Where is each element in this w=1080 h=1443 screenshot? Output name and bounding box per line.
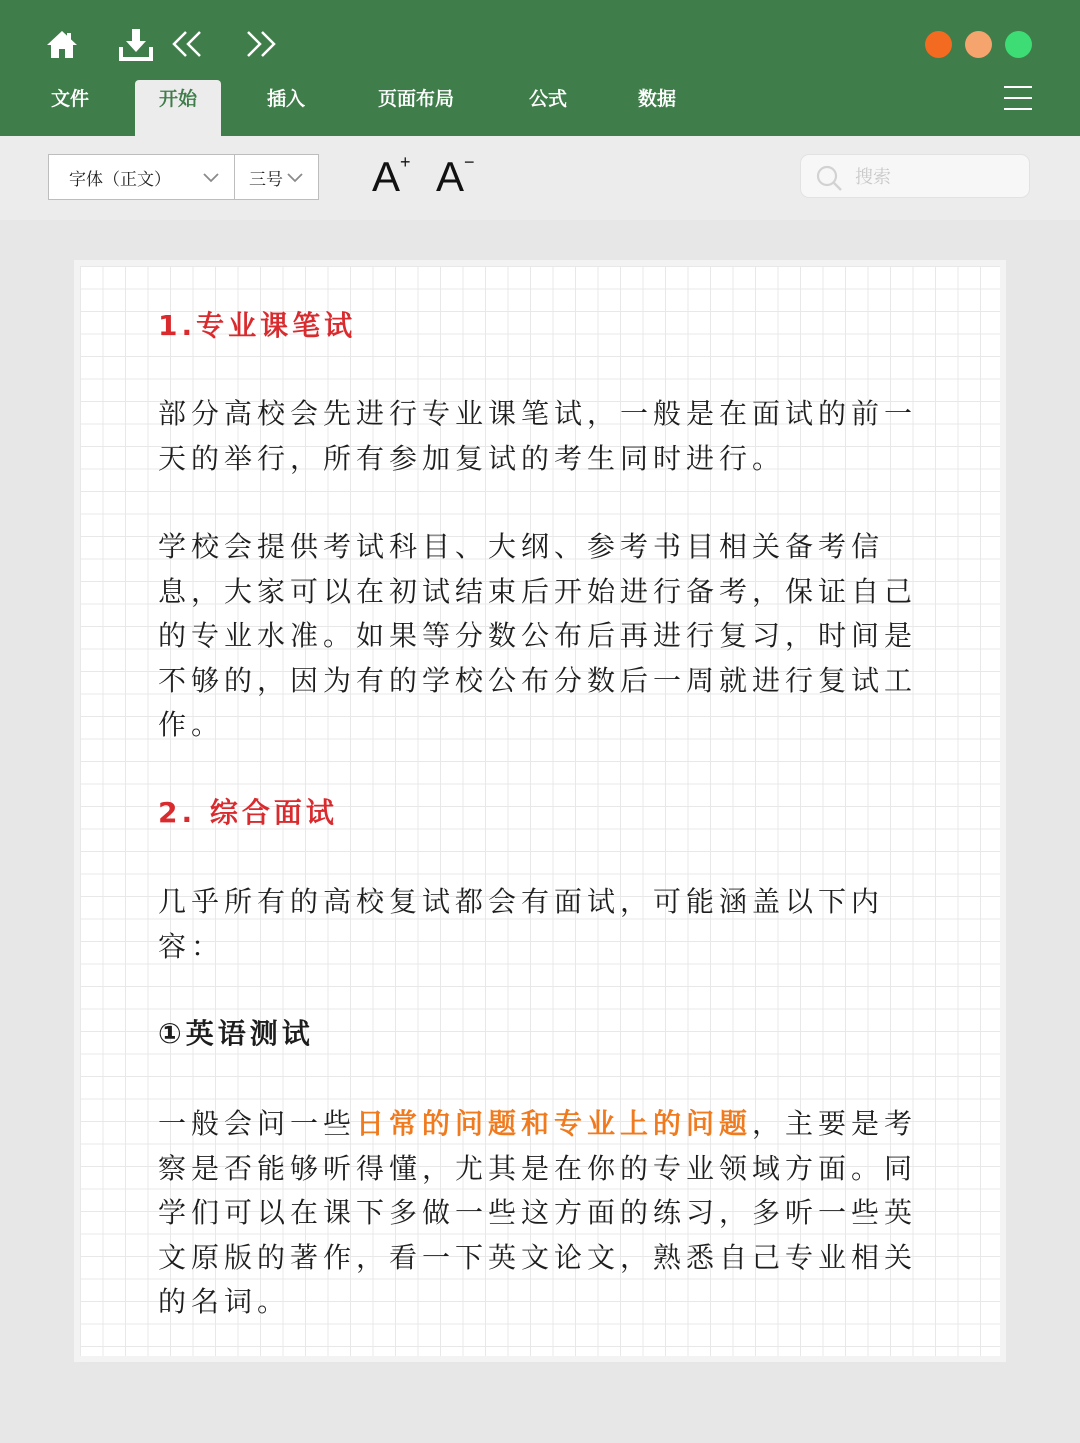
download-icon[interactable] bbox=[118, 26, 154, 62]
decrease-font-size-button[interactable] bbox=[436, 154, 475, 200]
increase-font-letter: A bbox=[372, 153, 401, 200]
increase-font-size-button[interactable] bbox=[372, 154, 411, 200]
search-icon bbox=[815, 164, 843, 192]
tab-data[interactable]: 数据 bbox=[637, 88, 676, 110]
home-icon[interactable] bbox=[44, 26, 80, 62]
heading-written-exam: 1.专业课笔试 bbox=[158, 309, 357, 342]
plus-mark: + bbox=[400, 152, 411, 172]
back-double-chevron-icon[interactable] bbox=[170, 26, 206, 62]
search-input[interactable] bbox=[853, 162, 1017, 192]
paragraph-2: 学校会提供考试科目、大纲、参考书目相关备考信息，大家可以在初试结束后开始进行备考，保证自己的专业水准。如果等分数公布后再进行复习，时间是不够的，因为有的学校公布分数后一周就进行复试工作。 bbox=[158, 530, 918, 741]
minus-mark: − bbox=[464, 152, 475, 172]
ribbon-header bbox=[0, 0, 1080, 136]
tab-formula[interactable]: 公式 bbox=[528, 88, 567, 110]
chevron-down-icon bbox=[202, 168, 220, 186]
paragraph-1: 部分高校会先进行专业课笔试，一般是在面试的前一天的举行，所有参加复试的考生同时进行。 bbox=[158, 397, 918, 475]
font-family-select[interactable] bbox=[48, 154, 235, 200]
heading-interview: 2. 综合面试 bbox=[158, 796, 338, 829]
chevron-down-icon bbox=[286, 168, 304, 186]
paragraph-4-rest: ，主要是考察是否能够听得懂，尤其是在你的专业领域方面。同学们可以在课下多做一些这方面的练习，多听一些英文原版的著作，看一下英文论文，熟悉自己专业相关的名词。 bbox=[158, 1107, 918, 1318]
hamburger-menu-icon[interactable] bbox=[1004, 86, 1032, 112]
orange-red-dot[interactable] bbox=[925, 31, 952, 58]
font-size-select[interactable] bbox=[234, 154, 319, 200]
paragraph-4 bbox=[158, 1102, 928, 1325]
tab-insert[interactable]: 插入 bbox=[266, 88, 305, 110]
tab-file[interactable]: 文件 bbox=[50, 88, 89, 110]
font-size-value: 三号 bbox=[249, 169, 283, 190]
subheading-english-test: ①英语测试 bbox=[158, 1017, 314, 1050]
paragraph-3: 几乎所有的高校复试都会有面试，可能涵盖以下内容： bbox=[158, 885, 885, 963]
font-family-value: 字体（正文） bbox=[69, 169, 171, 190]
forward-double-chevron-icon[interactable] bbox=[242, 26, 278, 62]
tab-home[interactable]: 开始 bbox=[135, 80, 221, 136]
document-page[interactable] bbox=[80, 266, 1000, 1356]
tab-page-layout[interactable]: 页面布局 bbox=[377, 88, 454, 110]
highlighted-phrase: 日常的问题和专业上的问题 bbox=[356, 1107, 753, 1140]
paragraph-4-lead: 一般会问一些 bbox=[158, 1107, 357, 1140]
decrease-font-letter: A bbox=[436, 153, 465, 200]
peach-dot[interactable] bbox=[965, 31, 992, 58]
formatting-toolbar bbox=[0, 136, 1080, 220]
search-box[interactable] bbox=[800, 154, 1030, 198]
green-dot[interactable] bbox=[1005, 31, 1032, 58]
